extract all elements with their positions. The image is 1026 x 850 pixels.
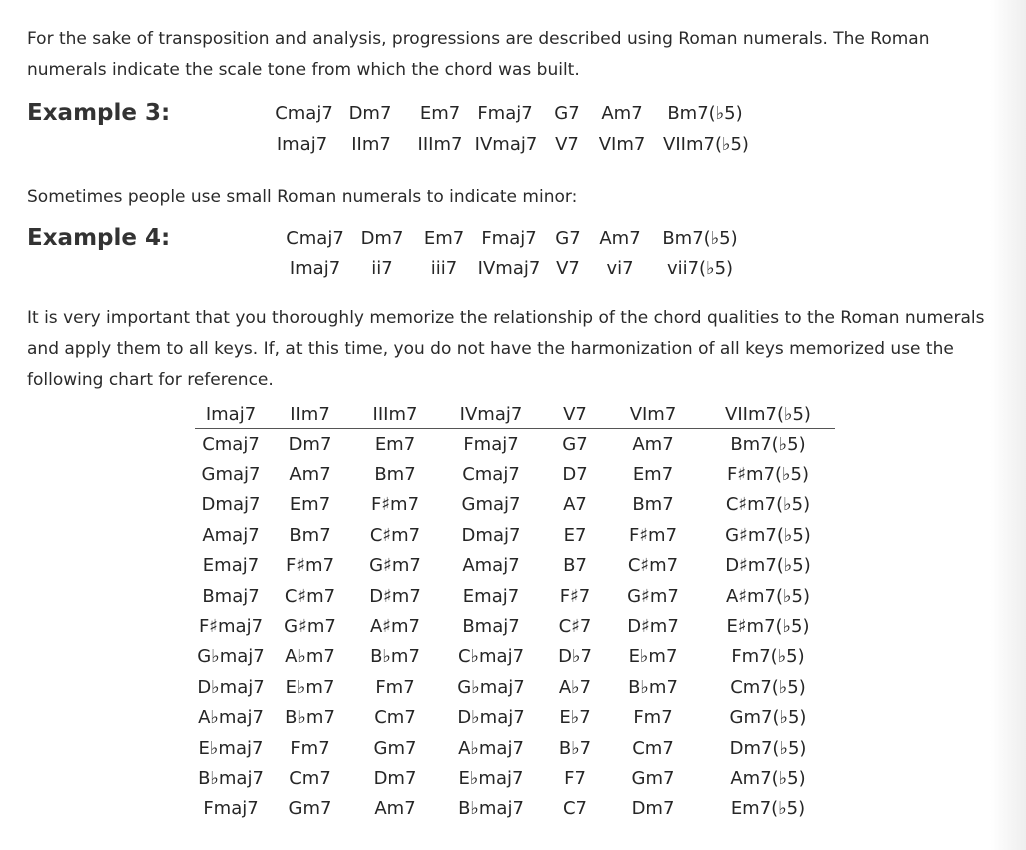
example-3-chord: G7 [554,103,580,124]
example-4-numeral: V7 [556,258,580,279]
chord-cell: E♭7 [559,707,591,729]
example-3-numeral: Imaj7 [276,134,328,155]
table-row [195,429,835,460]
table-row [195,763,835,793]
chord-cell: Am7 [289,464,331,486]
chord-cell: B♭maj7 [198,767,264,789]
table-row [195,611,835,641]
chord-cell: Bm7 [632,494,674,516]
chord-cell: Fm7 [290,737,330,759]
chord-cell: Gm7 [373,737,417,759]
table-row [195,703,835,733]
chord-cell: A♭7 [558,676,592,698]
chord-cell: Em7 [289,494,331,516]
chord-cell: A♯m7 [369,616,420,638]
example-3-numeral: V7 [555,134,579,155]
chord-cell: G♯m7 [627,585,679,607]
chart-header-row [195,400,835,429]
column-header: IIm7 [267,400,353,429]
chord-cell: Dm7(♭5) [729,737,807,759]
chord-cell: B♭m7 [370,646,420,668]
chord-cell: A♭m7 [285,646,335,668]
chord-cell: G♯m7(♭5) [725,524,811,546]
example-3-chord: Em7 [419,103,461,124]
chord-cell: C♯m7 [627,555,679,577]
example-4-numeral: iii7 [430,258,458,279]
chord-cell: C♯m7 [369,524,421,546]
chord-cell: Cm7(♭5) [730,676,806,698]
chord-cell: Bm7 [289,524,331,546]
example-3-numeral: VIIm7(♭5) [663,134,749,155]
chord-cell: Bm7(♭5) [730,433,806,455]
table-row [195,672,835,702]
example-3-numeral: VIm7 [598,134,646,155]
column-header: VIIm7(♭5) [701,400,835,429]
chord-cell: Dm7 [288,433,332,455]
chord-cell: Dmaj7 [461,524,521,546]
chord-cell: Em7 [632,464,674,486]
chord-cell: Amaj7 [202,524,260,546]
chord-cell: Bm7 [374,464,416,486]
chord-cell: A♯m7(♭5) [726,585,810,607]
example-3-label: Example 3: [27,100,171,126]
example-4-numeral-row [0,258,1026,288]
example-3-chord: Bm7(♭5) [667,103,743,124]
example-4-chord: Fmaj7 [481,228,537,249]
chord-cell: E♭m7 [628,646,678,668]
chord-cell: E♯m7(♭5) [726,616,810,638]
chord-cell: D♭7 [558,646,592,668]
chord-cell: B♭m7 [285,707,335,729]
chord-cell: F♯m7 [370,494,420,516]
example-4-numeral: ii7 [371,258,393,279]
chord-cell: D♯m7(♭5) [725,555,811,577]
chord-cell: C7 [562,798,588,820]
chord-cell: D♭maj7 [457,707,525,729]
example-3-numeral: IIm7 [351,134,391,155]
chord-cell: B♭m7 [628,676,678,698]
chord-cell: Fm7(♭5) [731,646,805,668]
example-4-numeral: vi7 [606,258,634,279]
chord-cell: Amaj7 [462,555,520,577]
chord-cell: Emaj7 [202,555,260,577]
chord-cell: F♯m7(♭5) [726,464,810,486]
chord-cell: Emaj7 [462,585,520,607]
chord-cell: D♭maj7 [197,676,265,698]
column-header: V7 [545,400,605,429]
chord-cell: Cm7 [632,737,674,759]
example-4-chord: Em7 [423,228,465,249]
chord-cell: C♯7 [558,616,592,638]
chord-cell: Am7 [632,433,674,455]
chord-cell: Fmaj7 [463,433,519,455]
harmonization-chart [195,400,835,824]
example-4-numeral: IVmaj7 [477,258,541,279]
chord-cell: D♯m7 [627,616,679,638]
table-row [195,459,835,489]
chord-cell: G♯m7 [369,555,421,577]
chord-cell: Cmaj7 [202,433,260,455]
table-row [195,581,835,611]
column-header: IVmaj7 [437,400,545,429]
example-4-chord: Bm7(♭5) [662,228,738,249]
chord-cell: C♭maj7 [457,646,525,668]
chord-cell: Dm7 [373,767,417,789]
chord-cell: F♯7 [559,585,591,607]
chord-cell: E7 [563,524,587,546]
intro-paragraph: For the sake of transposition and analysis, progressions are described using Roman numerals. The Roman numerals indicate the scale tone from which the chord was built. [27,29,930,80]
chord-cell: Gm7(♭5) [729,707,807,729]
chord-cell: Dmaj7 [201,494,261,516]
example-4-chord-row [0,228,1026,258]
chord-cell: D♯m7 [369,585,421,607]
column-header: VIm7 [605,400,701,429]
chord-cell: B♭7 [558,737,592,759]
example-3-numeral-row [0,134,1026,164]
table-row [195,520,835,550]
example-3-chord-row [0,103,1026,133]
chord-cell: Cm7 [289,767,331,789]
chord-cell: Gmaj7 [461,494,521,516]
chord-cell: G♭maj7 [197,646,265,668]
table-row [195,733,835,763]
example-4-label: Example 4: [27,225,171,251]
chord-cell: F♯m7 [628,524,678,546]
chord-cell: Gmaj7 [201,464,261,486]
chord-cell: D7 [562,464,588,486]
example-4-numeral: vii7(♭5) [666,258,734,279]
example-3-numeral: IIIm7 [417,134,463,155]
chord-cell: F7 [564,767,586,789]
chord-cell: Em7 [374,433,416,455]
chart-body [195,429,835,825]
chord-cell: A7 [563,494,587,516]
chord-cell: A♭maj7 [458,737,524,759]
table-row [195,490,835,520]
chord-cell: Fm7 [633,707,673,729]
chord-cell: F♯m7 [285,555,335,577]
chord-cell: Gm7 [288,798,332,820]
table-row [195,551,835,581]
chord-cell: G♭maj7 [457,676,525,698]
chord-cell: A♭maj7 [198,707,264,729]
chord-cell: C♯m7(♭5) [725,494,811,516]
chord-cell: E♭m7 [285,676,335,698]
example-3-chord: Am7 [601,103,643,124]
chord-cell: Bmaj7 [202,585,260,607]
chord-cell: F♯maj7 [198,616,264,638]
chord-cell: E♭maj7 [198,737,264,759]
chord-cell: Cm7 [374,707,416,729]
chord-cell: Em7(♭5) [730,798,806,820]
example-4-chord: G7 [555,228,581,249]
example-3-numeral: IVmaj7 [474,134,538,155]
example-4-chord: Dm7 [360,228,404,249]
chord-cell: C♯m7 [284,585,336,607]
memorize-paragraph: It is very important that you thoroughly memorize the relationship of the chord qualities to the Roman numerals and apply them to all keys. If, at this time, you do not have the harmonization of all keys memorized use the following chart for reference. [27,308,985,390]
table-row [195,642,835,672]
example-3-chord: Fmaj7 [477,103,533,124]
chord-cell: Gm7 [631,767,675,789]
column-header: IIIm7 [353,400,437,429]
chord-cell: Dm7 [631,798,675,820]
chord-cell: Fm7 [375,676,415,698]
example-4-numeral: Imaj7 [289,258,341,279]
chord-cell: G7 [562,433,588,455]
chord-cell: Am7 [374,798,416,820]
harmonization-table [195,400,835,824]
chord-cell: B7 [563,555,587,577]
example-4-chord: Am7 [599,228,641,249]
chord-cell: B♭maj7 [458,798,524,820]
example-3-chord: Cmaj7 [275,103,333,124]
chord-cell: E♭maj7 [458,767,524,789]
example-3-chord: Dm7 [348,103,392,124]
table-row [195,794,835,824]
chord-cell: G♯m7 [284,616,336,638]
column-header: Imaj7 [195,400,267,429]
chord-cell: Cmaj7 [462,464,520,486]
chord-cell: Am7(♭5) [730,767,806,789]
example-4-chord: Cmaj7 [286,228,344,249]
chord-cell: Fmaj7 [203,798,259,820]
minor-numerals-paragraph: Sometimes people use small Roman numerals to indicate minor: [27,187,578,207]
chord-cell: Bmaj7 [462,616,520,638]
